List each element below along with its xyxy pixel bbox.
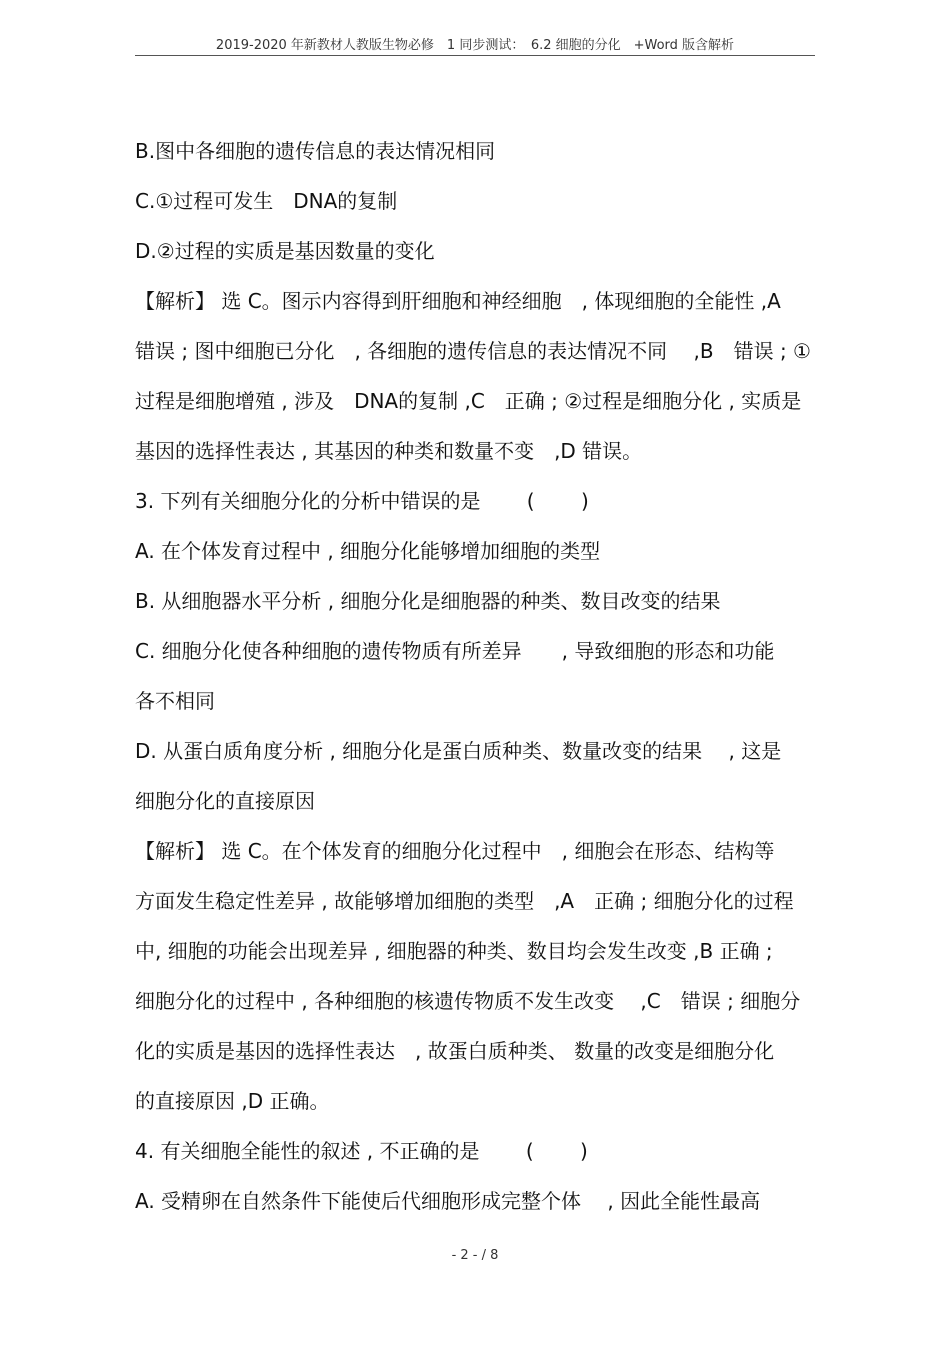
q3-option-d: D. 从蛋白质角度分析 , 细胞分化是蛋白质种类、数量改变的结果 , 这是 <box>135 739 782 763</box>
analysis-line: 细胞分化的过程中 , 各种细胞的核遗传物质不发生改变 ,C 错误 ; 细胞分 <box>135 989 801 1013</box>
analysis-line: 的直接原因 ,D 正确。 <box>135 1089 330 1113</box>
q3-option-c-cont: 各不相同 <box>135 689 215 713</box>
analysis-line: 基因的选择性表达 , 其基因的种类和数量不变 ,D 错误。 <box>135 439 643 463</box>
analysis-line: 中, 细胞的功能会出现差异 , 细胞器的种类、数目均会发生改变 ,B 正确 ; <box>135 939 773 963</box>
option-c: C.①过程可发生 DNA的复制 <box>135 189 398 213</box>
analysis-line: 方面发生稳定性差异 , 故能够增加细胞的类型 ,A 正确 ; 细胞分化的过程 <box>135 889 794 913</box>
analysis-line: 化的实质是基因的选择性表达 , 故蛋白质种类、 数量的改变是细胞分化 <box>135 1039 775 1063</box>
analysis-line: 【解析】 选 C。图示内容得到肝细胞和神经细胞 , 体现细胞的全能性 ,A <box>135 289 781 313</box>
q3-option-a: A. 在个体发育过程中 , 细胞分化能够增加细胞的类型 <box>135 539 601 563</box>
question-3: 3. 下列有关细胞分化的分析中错误的是 ( ) <box>135 489 589 513</box>
page-number: - 2 - / 8 <box>451 1248 499 1263</box>
document-body <box>135 126 815 1226</box>
analysis-line: 过程是细胞增殖 , 涉及 DNA的复制 ,C 正确 ; ②过程是细胞分化 , 实质是 <box>135 389 802 413</box>
page-header: 2019-2020 年新教材人教版生物必修 1 同步测试： 6.2 细胞的分化 +Word 版含解析 <box>215 38 735 53</box>
option-b: B.图中各细胞的遗传信息的表达情况相同 <box>135 139 496 163</box>
q3-option-d-cont: 细胞分化的直接原因 <box>135 789 315 813</box>
analysis-line: 【解析】 选 C。在个体发育的细胞分化过程中 , 细胞会在形态、结构等 <box>135 839 775 863</box>
q3-option-c: C. 细胞分化使各种细胞的遗传物质有所差异 , 导致细胞的形态和功能 <box>135 639 775 663</box>
question-4: 4. 有关细胞全能性的叙述 , 不正确的是 ( ) <box>135 1139 588 1163</box>
header-divider <box>135 55 815 56</box>
option-d: D.②过程的实质是基因数量的变化 <box>135 239 435 263</box>
q4-option-a: A. 受精卵在自然条件下能使后代细胞形成完整个体 , 因此全能性最高 <box>135 1189 761 1213</box>
analysis-line: 错误 ; 图中细胞已分化 , 各细胞的遗传信息的表达情况不同 ,B 错误 ; ① <box>135 339 811 363</box>
q3-option-b: B. 从细胞器水平分析 , 细胞分化是细胞器的种类、数目改变的结果 <box>135 589 721 613</box>
